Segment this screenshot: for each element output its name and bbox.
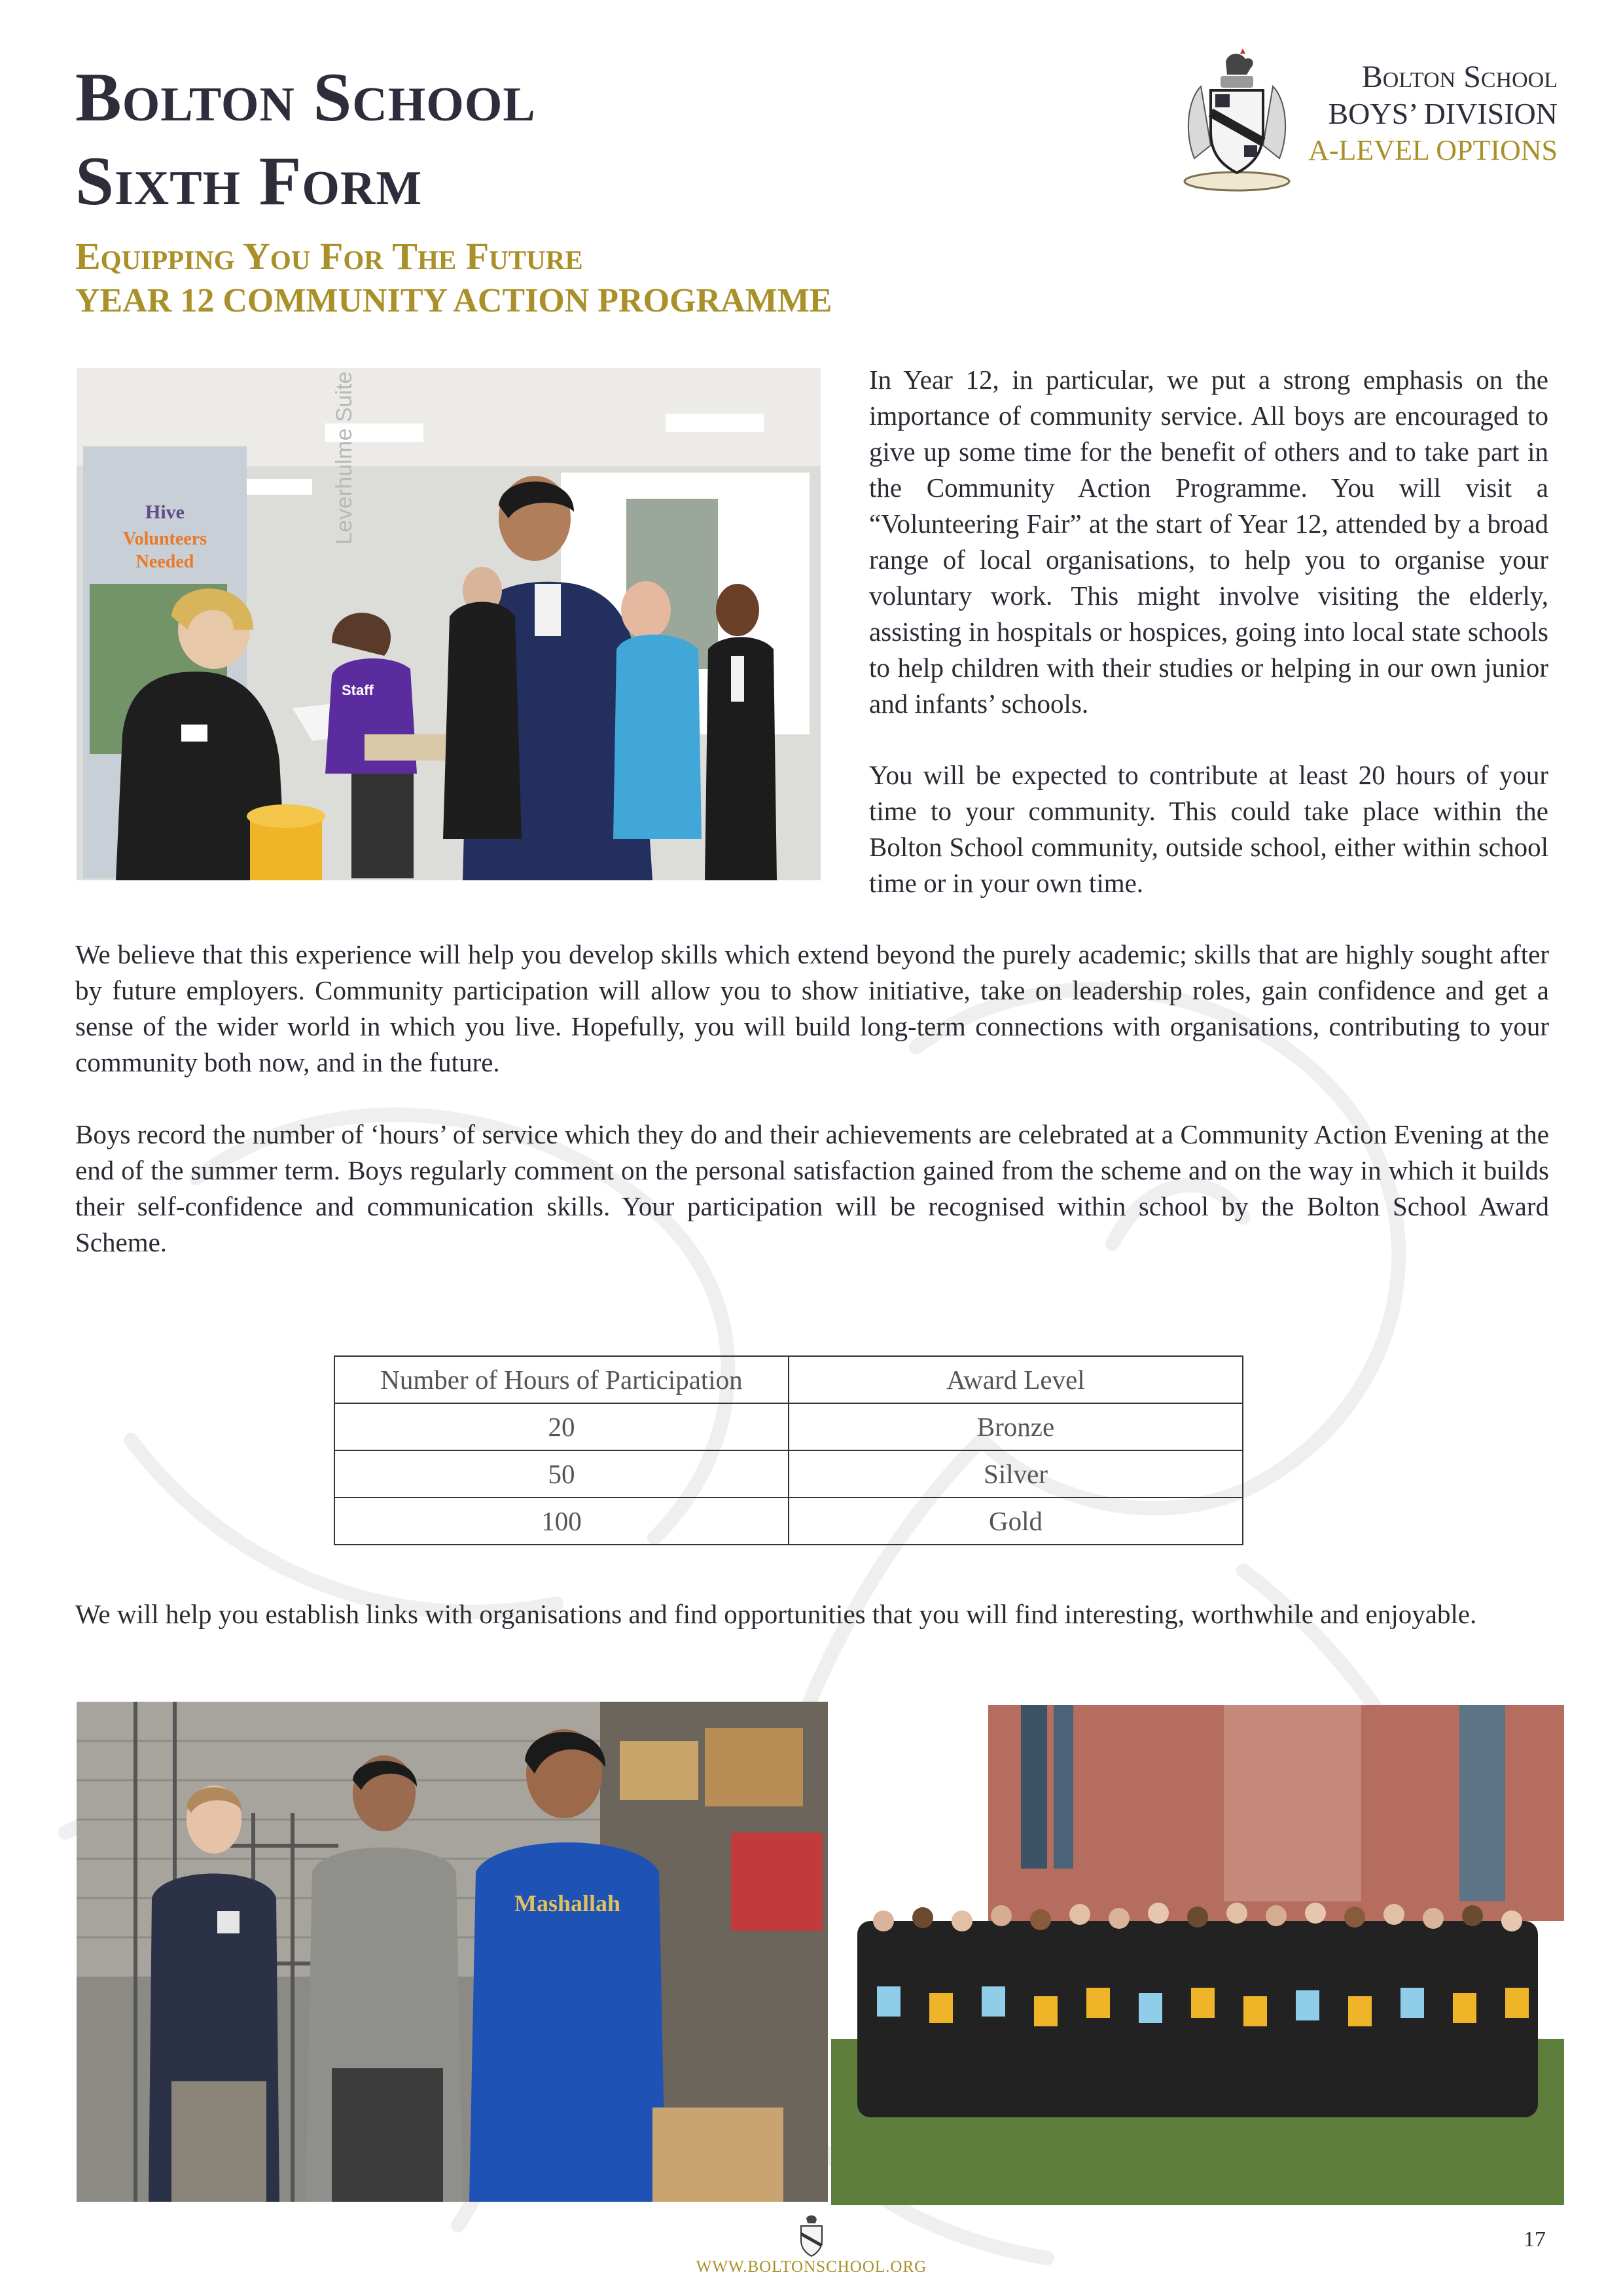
school-crest-icon <box>1175 47 1299 195</box>
section-heading: YEAR 12 COMMUNITY ACTION PROGRAMME <box>75 282 832 319</box>
table-header-hours: Number of Hours of Participation <box>334 1356 789 1403</box>
volunteers-warehouse-photo <box>77 1702 828 2202</box>
page-title <box>75 56 536 223</box>
hours-paragraph: You will be expected to contribute at least 20 hours of your time to your community. This could take place within the Bolton School community, outside school, either within school time or in your own time. <box>869 760 1548 898</box>
title-line-1: Bolton School <box>75 59 536 135</box>
table-cell-award: Gold <box>789 1498 1243 1545</box>
banner-needed-text: Needed <box>135 552 194 572</box>
school-name: Bolton School <box>1361 60 1558 94</box>
table-row <box>334 1403 1243 1450</box>
school-division-block <box>1308 59 1558 169</box>
title-line-2: Sixth Form <box>75 143 423 219</box>
intro-paragraph: In Year 12, in particular, we put a strong emphasis on the importance of community service. All boys are encouraged to give up some time for the benefit of others and to take part in the Community Action Programme. You will visit a “Volunteering Fair” at the start of Year 12, attended by a broad range of local organisations, to help you to organise your voluntary work. This might involve visiting the elderly, assisting in hospitals or hospices, going into local state schools to help children with their studies or helping in our own junior and infants’ schools. <box>869 365 1548 719</box>
closing-paragraph: We will help you establish links with organisations and find opportunities that you will find interesting, worthwhile and enjoyable. <box>75 1599 1477 1629</box>
banner-volunteers-text: Volunteers <box>122 529 207 549</box>
table-row <box>334 1498 1243 1545</box>
table-cell-hours: 50 <box>334 1450 789 1498</box>
table-cell-hours: 20 <box>334 1403 789 1450</box>
staff-shirt-text: Staff <box>342 682 374 698</box>
table-header-award: Award Level <box>789 1356 1243 1403</box>
section-subtitle: Equipping You For The Future <box>75 235 583 278</box>
footer-crest-icon <box>792 2214 831 2259</box>
table-cell-award: Bronze <box>789 1403 1243 1450</box>
table-cell-award: Silver <box>789 1450 1243 1498</box>
table-cell-hours: 100 <box>334 1498 789 1545</box>
wall-sign-text: Leverhulme Suite <box>332 371 357 545</box>
award-ceremony-group-photo <box>831 1705 1564 2205</box>
section-label: A-LEVEL OPTIONS <box>1308 134 1558 166</box>
award-levels-table <box>334 1355 1243 1545</box>
recognition-paragraph: Boys record the number of ‘hours’ of service which they do and their achievements are celebrated at a Community Action Evening at the end of the summer term. Boys regularly comment on the personal satisfaction gained from the scheme and on the way in which it builds their self-confidence and communication skills. Your participation will be recognised within school by the Bolton School Award Scheme. <box>75 1119 1549 1257</box>
page-number: 17 <box>1524 2227 1546 2251</box>
division-label: BOYS’ DIVISION <box>1328 97 1558 130</box>
table-row <box>334 1450 1243 1498</box>
hoodie-text: Mashallah <box>514 1890 621 1916</box>
banner-hive-text: Hive <box>145 501 185 523</box>
skills-paragraph: We believe that this experience will help you develop skills which extend beyond the purely academic; skills that are highly sought after by future employers. Community participation will allow you to show initiative, take on leadership roles, gain confidence and get a sense of the wider world in which you live. Hopefully, you will build long-term connections with organisations, contributing to your community both now, and in the future. <box>75 939 1549 1077</box>
footer-website: WWW.BOLTONSCHOOL.ORG <box>696 2258 927 2276</box>
table-header-row <box>334 1356 1243 1403</box>
volunteering-fair-photo <box>77 368 821 880</box>
